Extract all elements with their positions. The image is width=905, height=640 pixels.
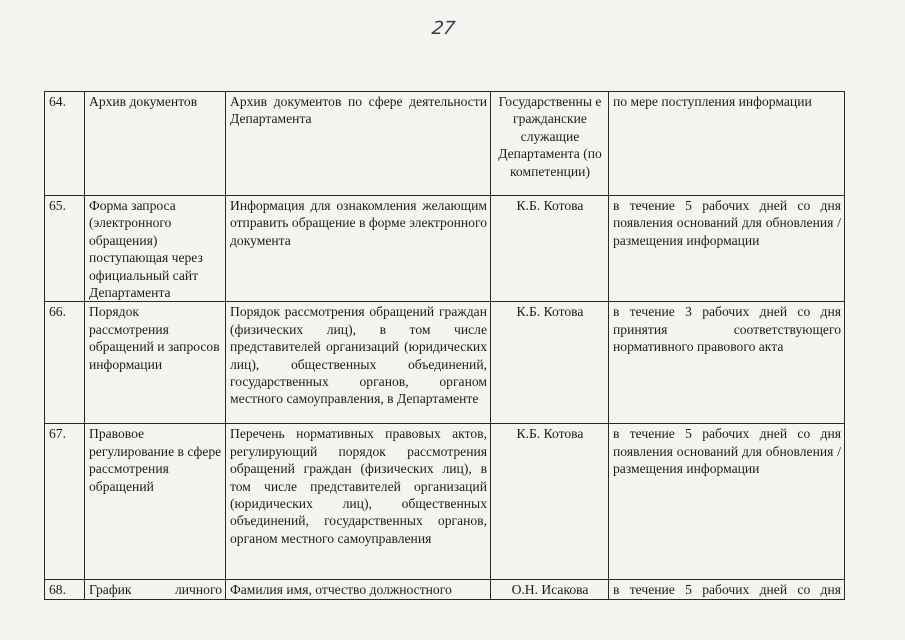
table-row xyxy=(45,196,845,302)
item-name: Архив документов xyxy=(85,92,226,196)
item-responsible: К.Б. Котова xyxy=(491,196,609,302)
item-responsible: К.Б. Котова xyxy=(491,302,609,424)
item-name xyxy=(85,580,226,600)
item-description: Перечень нормативных правовых актов, регулирующий порядок рассмотрения обращений граждан (физических лиц), в том числе представителей организаций (юридических лиц), общественных объединений, государственных органов, органом местного самоуправления xyxy=(226,424,491,580)
item-responsible: Государственны е гражданские служащие Департамента (по компетенции) xyxy=(491,92,609,196)
item-term: в течение 5 рабочих дней со дня появления оснований для обновления /размещения информации xyxy=(609,424,845,580)
item-term: в течение 5 рабочих дней со дня появления оснований для обновления /размещения информации xyxy=(609,196,845,302)
row-number: 67. xyxy=(45,424,85,580)
row-number: 65. xyxy=(45,196,85,302)
row-number: 64. xyxy=(45,92,85,196)
item-name: Форма запроса (электронного обращения) поступающая через официальный сайт Департамента xyxy=(85,196,226,302)
item-name: Порядок рассмотрения обращений и запросов информации xyxy=(85,302,226,424)
table-row xyxy=(45,424,845,580)
item-description: Фамилия имя, отчество должностного xyxy=(226,580,491,600)
row-number: 68. xyxy=(45,580,85,600)
table-row xyxy=(45,580,845,600)
information-table xyxy=(44,91,845,600)
item-name: Правовое регулирование в сфере рассмотрения обращений xyxy=(85,424,226,580)
item-description: Информация для ознакомления желающим отправить обращение в форме электронного документа xyxy=(226,196,491,302)
table-row xyxy=(45,302,845,424)
item-description: Архив документов по сфере деятельности Департамента xyxy=(226,92,491,196)
item-name-text: График личного xyxy=(89,582,222,598)
item-term: в течение 3 рабочих дней со дня принятия соответствующего нормативного правового акта xyxy=(609,302,845,424)
table-row xyxy=(45,92,845,196)
item-responsible: О.Н. Исакова xyxy=(491,580,609,600)
item-term: по мере поступления информации xyxy=(609,92,845,196)
row-number: 66. xyxy=(45,302,85,424)
item-description: Порядок рассмотрения обращений граждан (физических лиц), в том числе представителей организаций (юридических лиц), общественных объединений, государственных органов, органом местного самоуправления, в Департаменте xyxy=(226,302,491,424)
item-term-text: в течение 5 рабочих дней со дня xyxy=(613,582,841,598)
page-number: 27 xyxy=(430,18,457,39)
item-term xyxy=(609,580,845,600)
item-responsible: К.Б. Котова xyxy=(491,424,609,580)
